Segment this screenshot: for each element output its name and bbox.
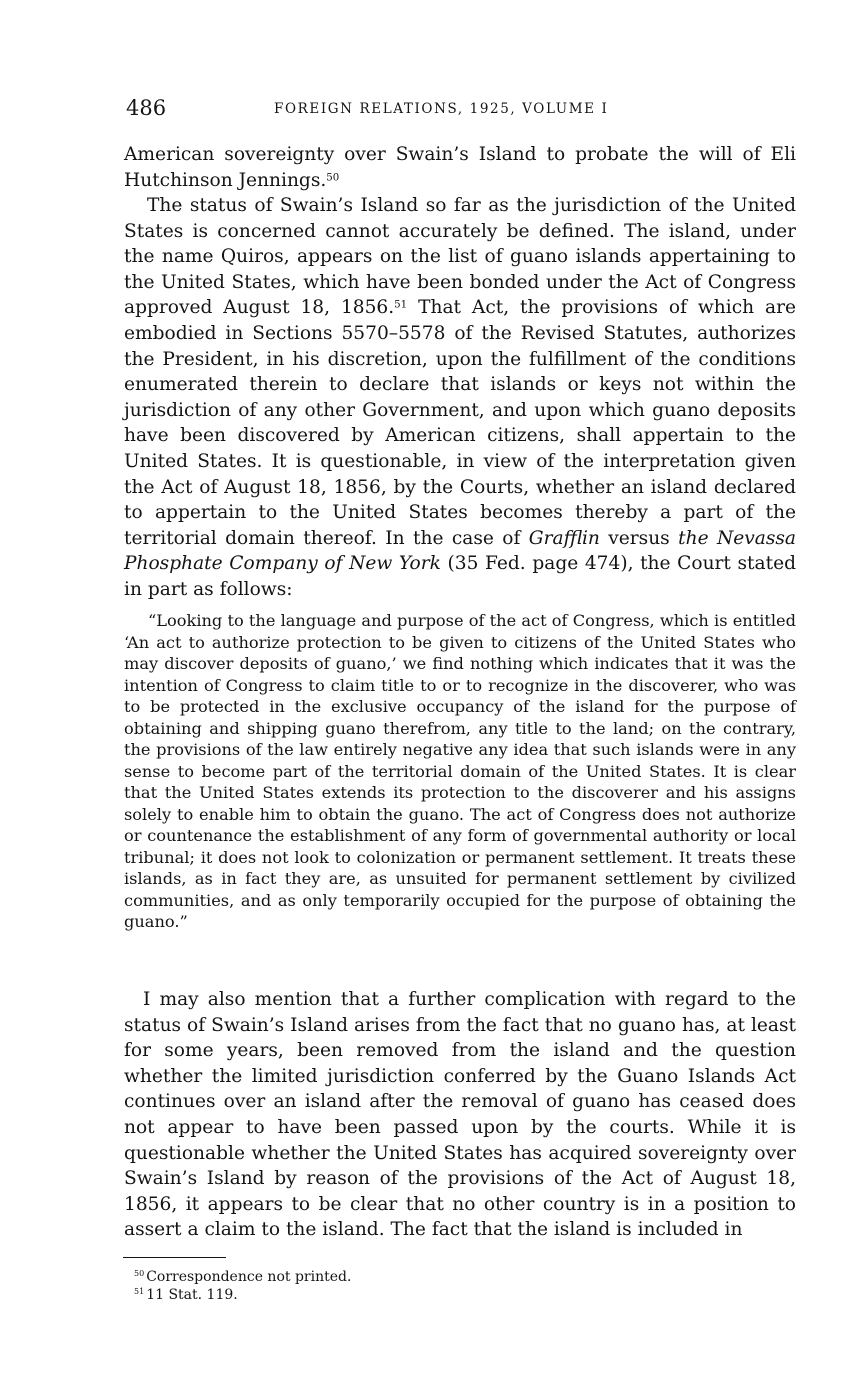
paragraph-further-complication — [124, 987, 796, 1243]
paragraph-text: The status of Swain’s Island so far as the jurisdiction of the United States is concerned cannot accurately be defined. The island, under the name Quiros, appears on the list of guano islands appertaining to the United States, which have been bonded under the Act of Congress approved August 18, 1856. — [124, 195, 796, 319]
paragraph-text: I may also mention that a further complication with regard to the status of Swain’s Island arises from the fact that no guano has, at least for some years, been removed from the island and the question whether the limited jurisdiction conferred by the Guano Islands Act continues over an island after the removal of guano has ceased does not appear to have been passed upon by the courts. While it is questionable whether the United States has acquired sovereignty over Swain’s Island by reason of the provisions of the Act of August 18, 1856, it appears to be clear that no other country is in a position to assert a claim to the island. The fact that the island is included in — [124, 989, 796, 1241]
case-versus: versus — [599, 527, 679, 549]
paragraph-text: That Act, the provisions of which are embodied in Sections 5570–5578 of the Revised Statutes, authorizes the President, in his discretion, upon the fulfillment of the conditions enumerated therein to declare that islands or keys not within the jurisdiction of any other Government, and upon which guano deposits have been discovered by American citizens, shall appertain to the United States. It is questionable, in view of the interpretation given the Act of August 18, 1856, by the Courts, whether an island declared to appertain to the United States becomes thereby a part of the territorial domain thereof. In the case of — [124, 297, 796, 549]
paragraph-continuation — [124, 142, 796, 193]
paragraph-text: (35 Fed. page 474), the Court stated in part as follows: — [124, 553, 796, 600]
case-party-name: Grafflin — [528, 527, 600, 549]
paragraph-text: American sovereignty over Swain’s Island to probate the will of Eli Hutchinson Jennings. — [124, 144, 796, 191]
footnote-mark: 50 — [134, 1269, 145, 1278]
quotation-text: “Looking to the language and purpose of the act of Congress, which is entitled ‘An act to authorize protection to be given to citizens of the United States who may discover deposits of guano,’ we find nothing which indicates that it was the intention of Congress to claim title to or to recognize in the discoverer, who was to be protected in the exclusive occupancy of the island for the purpose of obtaining and shipping guano therefrom, any title to the land; on the contrary, the provisions of the law entirely negative any idea that such islands were in any sense to become part of the territorial domain of the United States. It is clear that the United States extends its protection to the discoverer and his assigns solely to enable him to obtain the guano. The act of Congress does not authorize or countenance the establishment of any form of governmental authority or local tribunal; it does not look to colonization or permanent settlement. It treats these islands, as in fact they are, as unsuited for permanent settlement by civilized communities, and as only temporarily occupied for the purpose of obtaining the guano.” — [124, 611, 796, 931]
footnote — [134, 1286, 794, 1304]
footnote-text: 11 Stat. 119. — [146, 1287, 238, 1303]
page-header — [126, 96, 796, 120]
court-quotation — [124, 610, 796, 933]
footnote-divider — [123, 1257, 226, 1258]
footnote — [134, 1268, 794, 1286]
footnote-reference: 50 — [326, 171, 340, 183]
footnotes — [134, 1268, 794, 1304]
footnote-reference: 51 — [394, 299, 408, 311]
paragraph-swains-island-status — [124, 193, 796, 603]
case-party-name: the Nevassa Phosphate Company of New York — [124, 527, 797, 575]
running-title: FOREIGN RELATIONS, 1925, VOLUME I — [274, 101, 609, 117]
page-number: 486 — [126, 96, 167, 120]
footnote-text: Correspondence not printed. — [146, 1269, 352, 1285]
footnote-mark: 51 — [134, 1287, 145, 1296]
